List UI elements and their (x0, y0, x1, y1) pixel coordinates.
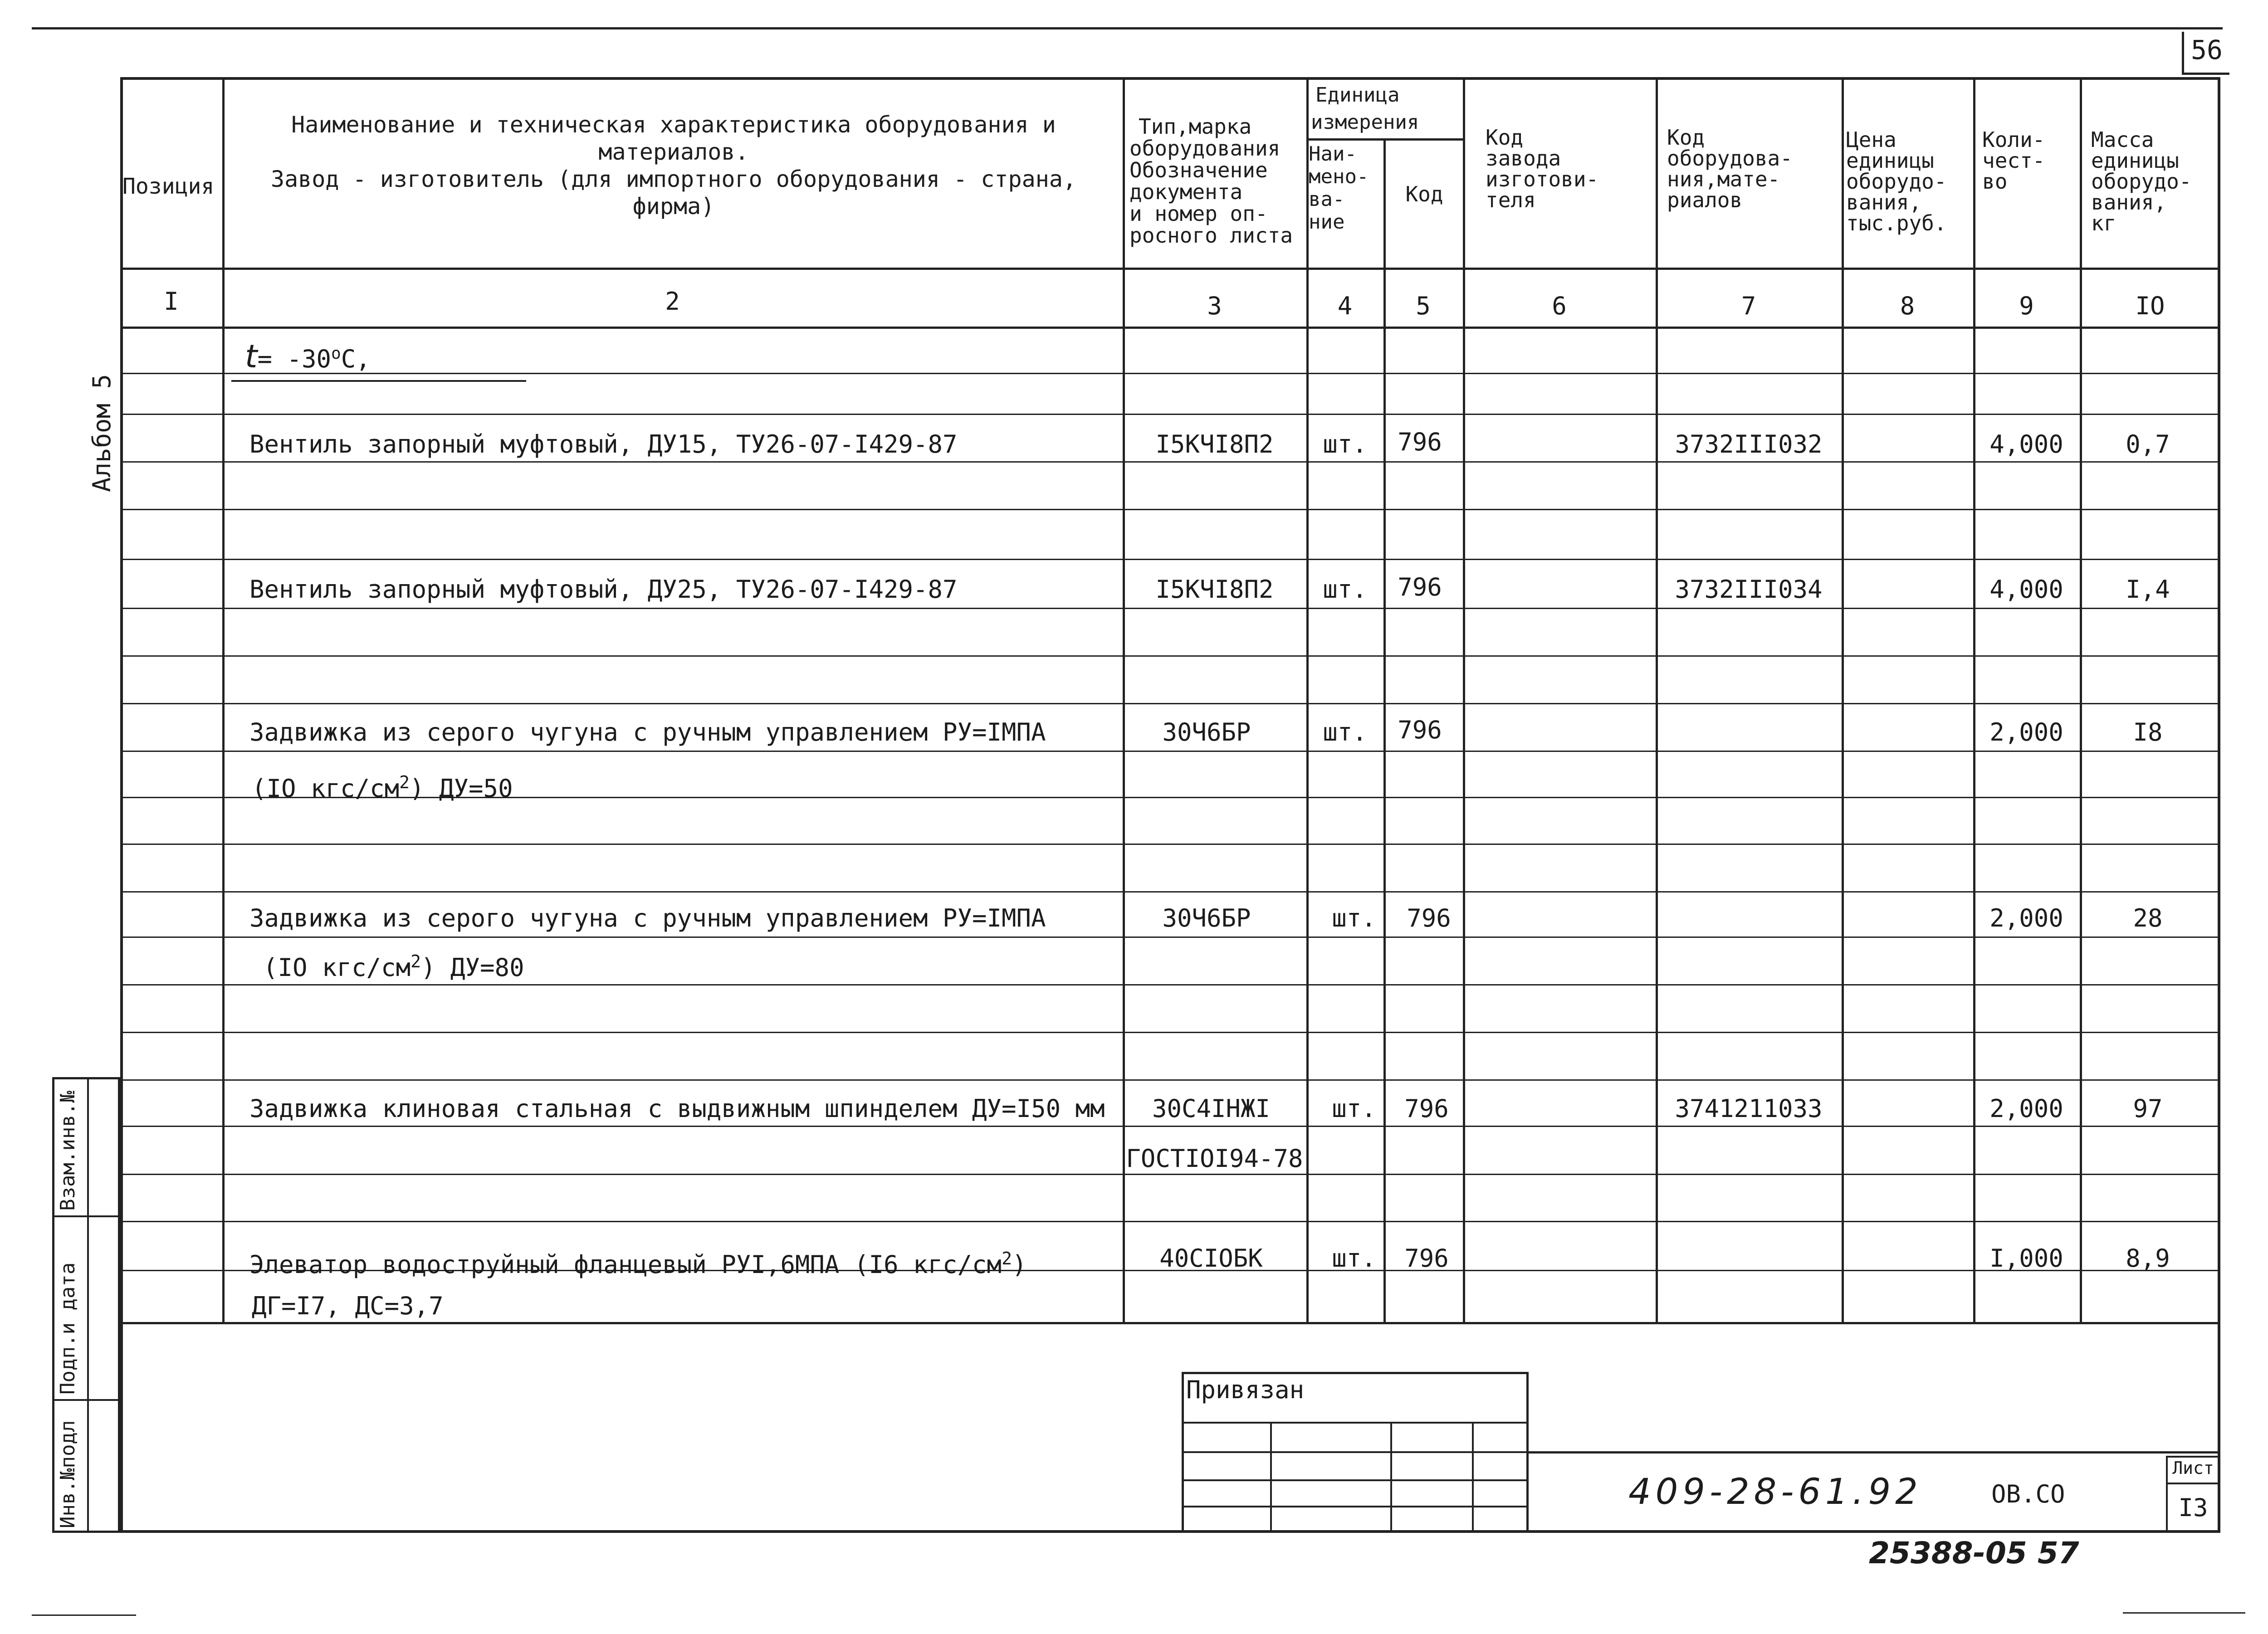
row-line (120, 1126, 2220, 1127)
page-number-box (2182, 32, 2229, 75)
item-unit: шт. (1332, 1094, 1376, 1123)
row-line (120, 703, 2220, 704)
item-mass: 8,9 (2126, 1244, 2170, 1273)
scan-edge-right (2123, 1612, 2245, 1614)
row-line (120, 1174, 2220, 1175)
column-number: 3 (1207, 292, 1222, 320)
item-type: I5КЧI8П2 (1155, 575, 1274, 604)
item-unit-code: 796 (1404, 1244, 1449, 1273)
column-number: 2 (665, 287, 680, 316)
item-quantity: 2,000 (1989, 904, 2063, 932)
document-code: 409-28-61.92 (1628, 1472, 1922, 1512)
attached-label: Привязан (1186, 1375, 1305, 1404)
item-name: Вентиль запорный муфтовый, ДУ15, ТУ26-07-I429-87 (249, 430, 958, 458)
item-name-line2: (IO кгс/$см^2$) ДУ=50 (252, 772, 513, 803)
row-line (120, 844, 2220, 845)
scan-edge-left (32, 1614, 136, 1616)
stamp-signature-date: Подп.и дата (56, 1262, 79, 1395)
item-name-line2: ДГ=I7, ДС=3,7 (252, 1292, 444, 1320)
section-code: ОВ.СО (1991, 1480, 2065, 1508)
item-name: Вентиль запорный муфтовый, ДУ25, ТУ26-07-I429-87 (249, 575, 958, 604)
title-block-top-line (1529, 1451, 2220, 1454)
row-line (120, 608, 2220, 609)
column-number: 5 (1416, 292, 1431, 320)
section-heading-temperature: $t= -30^oC$, (245, 338, 371, 375)
item-mass: I,4 (2126, 575, 2170, 604)
col-divider (222, 77, 225, 1324)
header-price: Цена единицы оборудо- вания, тыс.руб. (1846, 127, 1947, 235)
item-mass: I8 (2133, 718, 2163, 746)
item-equipment-code: 3741211033 (1675, 1094, 1823, 1123)
column-number: 9 (2019, 292, 2034, 320)
item-name: Задвижка из серого чугуна с ручным управлением РУ=IМПА (249, 718, 1046, 746)
row-line (120, 461, 2220, 463)
item-unit-code: 796 (1407, 904, 1451, 932)
item-type: 30Ч6БР (1162, 904, 1251, 932)
row-line (120, 937, 2220, 938)
row-line (120, 1079, 2220, 1081)
row-line (120, 655, 2220, 657)
item-mass: 28 (2133, 904, 2163, 932)
item-type: 30С4IНЖI (1152, 1094, 1271, 1123)
item-quantity: 2,000 (1989, 1094, 2063, 1123)
col-divider (1463, 77, 1465, 1324)
item-type: I5КЧI8П2 (1155, 430, 1274, 458)
row-line (120, 984, 2220, 985)
album-label: Альбом 5 (88, 374, 116, 492)
col-divider (1306, 77, 1309, 1324)
item-mass: 0,7 (2126, 430, 2170, 458)
column-number: 4 (1337, 292, 1353, 320)
item-unit-code: 796 (1398, 716, 1442, 744)
item-name: Задвижка клиновая стальная с выдвижным шпинделем ДУ=I50 мм (249, 1094, 1105, 1123)
column-number: IO (2135, 292, 2165, 320)
row-line (120, 414, 2220, 415)
header-bottom (120, 268, 2220, 270)
stamp-inventory-number: Инв.№подл (56, 1420, 79, 1528)
row-line (120, 751, 2220, 752)
page-number: 56 (2191, 34, 2223, 65)
row-line (120, 1032, 2220, 1033)
item-name: Задвижка из серого чугуна с ручным управлением РУ=IМПА (249, 904, 1046, 932)
col-divider (1973, 77, 1975, 1324)
item-unit: шт. (1323, 718, 1367, 746)
item-quantity: I,000 (1989, 1244, 2063, 1273)
item-unit: шт. (1332, 1244, 1376, 1273)
row-line (120, 509, 2220, 510)
item-unit: шт. (1332, 904, 1376, 932)
col-divider (1123, 77, 1125, 1324)
header-equipment-code: Код оборудова- ния,мате- риалов (1667, 125, 1793, 212)
top-border (32, 27, 2223, 29)
item-unit-code: 796 (1398, 428, 1442, 456)
section-heading-underline (231, 380, 526, 382)
row-line (120, 891, 2220, 893)
item-type-line2: ГОСТIOI94-78 (1126, 1144, 1303, 1173)
row-line (120, 1221, 2220, 1222)
header-plant-code: Код завода изготови- теля (1486, 125, 1599, 212)
col-divider (1656, 77, 1658, 1324)
sheet-label: Лист (2172, 1458, 2214, 1478)
header-unit-code: Код (1405, 182, 1443, 206)
item-type: 30Ч6БР (1162, 718, 1251, 746)
column-number: 8 (1900, 292, 1915, 320)
header-unit-name: Наи- мено- ва- ние (1309, 142, 1369, 234)
col-divider (2080, 77, 2082, 1324)
item-unit: шт. (1323, 575, 1367, 604)
item-unit: шт. (1323, 430, 1367, 458)
item-equipment-code: 3732III034 (1675, 575, 1823, 604)
header-position: Позиция (122, 174, 215, 199)
row-line (120, 373, 2220, 374)
col-divider (1842, 77, 1844, 1324)
column-number: 7 (1741, 292, 1756, 320)
column-number: 6 (1552, 292, 1567, 320)
col-number-bottom (120, 327, 2220, 329)
header-unit-group: Единица измерения (1311, 83, 1419, 134)
header-name: Наименование и техническая характеристика оборудования и материалов. Завод - изготовитель (для импортного оборудования - страна, фирма) (270, 112, 1077, 219)
column-number: I (164, 287, 179, 316)
header-quantity: Коли- чест- во (1982, 127, 2045, 194)
item-quantity: 2,000 (1989, 718, 2063, 746)
item-unit-code: 796 (1404, 1094, 1449, 1123)
item-unit-code: 796 (1398, 573, 1442, 601)
item-type: 40СIОБК (1159, 1244, 1263, 1273)
header-mass: Масса единицы оборудо- вания, кг (2091, 127, 2192, 235)
table-body-bottom (120, 1322, 2220, 1324)
stamp-replaced-inventory: Взам.инв.№ (56, 1091, 79, 1211)
archive-number: 25388-05 57 (1869, 1536, 2079, 1571)
unit-group-divider (1306, 138, 1463, 141)
item-equipment-code: 3732III032 (1675, 430, 1823, 458)
item-quantity: 4,000 (1989, 430, 2063, 458)
sheet-number: I3 (2178, 1493, 2208, 1522)
item-name-line2: (IO кгс/$см^2$) ДУ=80 (263, 951, 524, 982)
row-line (120, 559, 2220, 560)
item-name: Элеватор водоструйный фланцевый РУI,6МПА (I6 кгс/$см^2$) (249, 1249, 1027, 1279)
item-quantity: 4,000 (1989, 575, 2063, 604)
item-mass: 97 (2133, 1094, 2163, 1123)
header-type: Тип,марка оборудования Обозначение документа и номер оп- росного листа (1129, 114, 1293, 248)
